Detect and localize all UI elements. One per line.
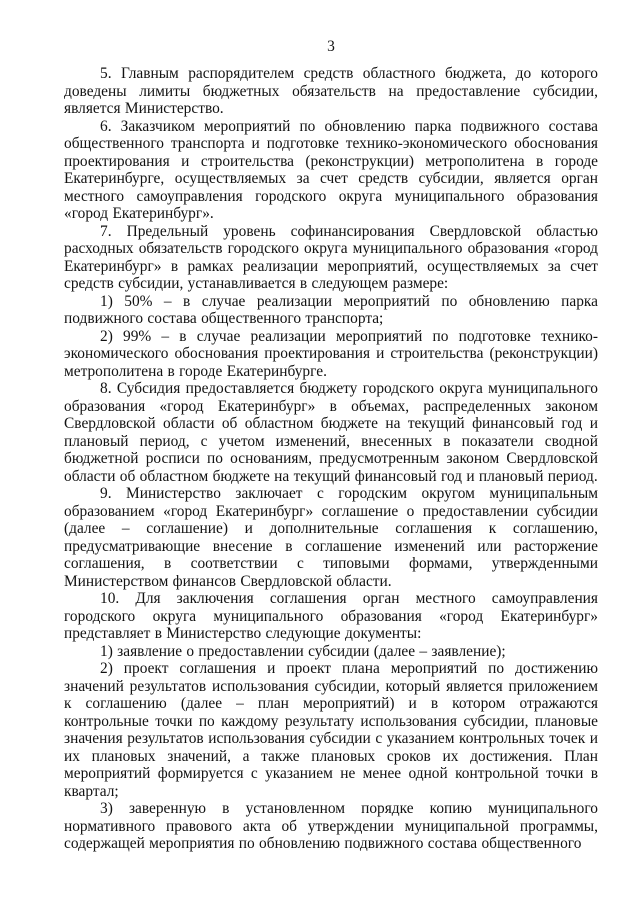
paragraph-6: 6. Заказчиком мероприятий по обновлению парка подвижного состава общественного транспорта и подготовке технико-экономического обоснования проектирования и строительства (реконструкции) метрополитена в городе Екатеринбурге, осуществляемых за счет средств субсидии, является орган местного самоуправления городского округа муниципального образования «город Екатеринбург». (64, 117, 598, 222)
page-number: 3 (327, 38, 335, 55)
paragraph-10-subitem-2: 2) проект соглашения и проект плана мероприятий по достижению значений результатов использования субсидии, который является приложением к соглашению (далее – план мероприятий) и в котором отражаются контрольные точки по каждому результату использования субсидии, плановые значения результатов использования субсидии с указанием контрольных точек и их плановых значений, а также плановых сроков их достижения. План мероприятий формируется с указанием не менее одной контрольной точки в квартал; (64, 660, 598, 800)
paragraph-10-subitem-3: 3) заверенную в установленном порядке копию муниципального нормативного правового акта об утверждении муниципальной программы, содержащей мероприятия по обновлению подвижного состава общественного (64, 800, 598, 852)
paragraph-7-subitem-2: 2) 99% – в случае реализации мероприятий по подготовке технико-экономического обоснования проектирования и строительства (реконструкции) метрополитена в городе Екатеринбурге. (64, 327, 598, 380)
paragraph-10-subitem-1: 1) заявление о предоставлении субсидии (далее – заявление); (100, 642, 506, 660)
paragraph-10: 10. Для заключения соглашения орган местного самоуправления городского округа муниципального образования «город Екатеринбург» представляет в Министерство следующие документы: (64, 590, 598, 642)
paragraph-5: 5. Главным распорядителем средств областного бюджета, до которого доведены лимиты бюджетных обязательств на предоставление субсидии, является Министерство. (64, 65, 598, 117)
paragraph-8: 8. Субсидия предоставляется бюджету городского округа муниципального образования «город Екатеринбург» в объемах, распределенных законом Свердловской области об областном бюджете на текущий финансовый год и плановый период, с учетом изменений, внесенных в показатели сводной бюджетной росписи по основаниям, предусмотренным законом Свердловской области об областном бюджете на текущий финансовый год и плановый период. (64, 380, 598, 485)
text-column (64, 38, 598, 853)
paragraph-9: 9. Министерство заключает с городским округом муниципальным образованием «город Екатеринбург» соглашение о предоставлении субсидии (далее – соглашение) и дополнительные соглашения к соглашению, предусматривающие внесение в соглашение изменений или расторжение соглашения, в соответствии с типовыми формами, утвержденными Министерством финансов Свердловской области. (64, 485, 598, 590)
paragraph-7: 7. Предельный уровень софинансирования Свердловской областью расходных обязательств городского округа муниципального образования «город Екатеринбург» в рамках реализации мероприятий, осуществляемых за счет средств субсидии, устанавливается в следующем размере: (64, 222, 598, 292)
paragraph-7-subitem-1: 1) 50% – в случае реализации мероприятий по обновлению парка подвижного состава общественного транспорта; (64, 292, 598, 327)
